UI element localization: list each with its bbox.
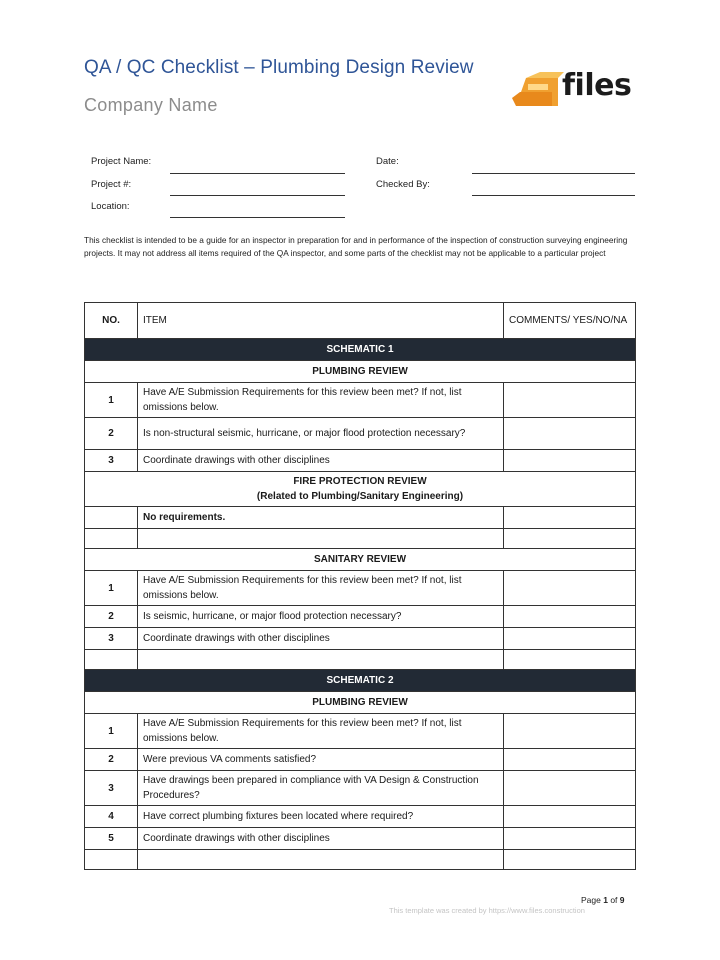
- date-field[interactable]: [472, 173, 635, 174]
- comment-cell[interactable]: [504, 749, 636, 771]
- row-number: 3: [85, 450, 138, 472]
- row-number: 1: [85, 383, 138, 418]
- intro-paragraph: This checklist is intended to be a guide for an inspector in preparation for and in performance of the inspection of construction surveying engineering projects. It may not address all items required of the QA inspector, and some parts of the checklist may not be applicable to a particular project: [84, 235, 628, 258]
- row-item: Coordinate drawings with other disciplines: [138, 450, 504, 472]
- row-number: 3: [85, 771, 138, 806]
- row-number: 2: [85, 749, 138, 771]
- table-row-blank: [85, 529, 636, 549]
- comment-cell[interactable]: [504, 850, 636, 870]
- row-number: 1: [85, 571, 138, 606]
- subsection-title: PLUMBING REVIEW: [85, 361, 636, 383]
- table-row: [85, 806, 636, 828]
- row-number: [85, 507, 138, 529]
- section-band-schematic-2: [85, 670, 636, 692]
- section-title: SCHEMATIC 2: [85, 670, 636, 692]
- subsection-title: FIRE PROTECTION REVIEW: [293, 476, 427, 487]
- row-item: Have drawings been prepared in compliance with VA Design & Construction Procedures?: [138, 771, 504, 806]
- page-prefix: Page: [581, 895, 604, 905]
- header-no: NO.: [85, 303, 138, 339]
- table-row: [85, 571, 636, 606]
- comment-cell[interactable]: [504, 606, 636, 628]
- checklist-table: [84, 302, 636, 870]
- row-number: 1: [85, 714, 138, 749]
- row-item: Have A/E Submission Requirements for this review been met? If not, list omissions below.: [138, 571, 504, 606]
- comment-cell[interactable]: [504, 650, 636, 670]
- subsection-sanitary-review: [85, 549, 636, 571]
- page-of: of: [607, 895, 620, 905]
- checked-by-field[interactable]: [472, 195, 635, 196]
- table-row: [85, 749, 636, 771]
- page-total: 9: [619, 895, 625, 905]
- section-band-schematic-1: [85, 339, 636, 361]
- table-row: [85, 606, 636, 628]
- subsection-plumbing-review: [85, 361, 636, 383]
- subsection-subtitle: (Related to Plumbing/Sanitary Engineering): [256, 491, 464, 502]
- table-row: [85, 714, 636, 749]
- subsection-title: PLUMBING REVIEW: [85, 692, 636, 714]
- table-header-row: [85, 303, 636, 339]
- table-row: [85, 383, 636, 418]
- comment-cell[interactable]: [504, 771, 636, 806]
- comment-cell[interactable]: [504, 383, 636, 418]
- project-name-label: Project Name:: [91, 156, 152, 167]
- logo-wordmark: files: [562, 68, 632, 103]
- table-row: [85, 450, 636, 472]
- page-current: 1: [603, 895, 608, 905]
- row-number: 3: [85, 628, 138, 650]
- header-comments: COMMENTS/ YES/NO/NA: [504, 303, 636, 339]
- row-item: No requirements.: [138, 507, 504, 529]
- row-item: Have A/E Submission Requirements for this review been met? If not, list omissions below.: [138, 714, 504, 749]
- row-item: Is seismic, hurricane, or major flood protection necessary?: [138, 606, 504, 628]
- row-item: Have correct plumbing fixtures been located where required?: [138, 806, 504, 828]
- subsection-title: SANITARY REVIEW: [85, 549, 636, 571]
- row-item: Coordinate drawings with other disciplines: [138, 628, 504, 650]
- table-row-blank: [85, 850, 636, 870]
- page-indicator: [581, 895, 625, 905]
- table-row: [85, 771, 636, 806]
- comment-cell[interactable]: [504, 828, 636, 850]
- comment-cell[interactable]: [504, 571, 636, 606]
- subsection-fire-protection-review: [85, 472, 636, 507]
- subsection-plumbing-review: [85, 692, 636, 714]
- checked-by-label: Checked By:: [376, 179, 430, 190]
- row-item: Coordinate drawings with other disciplines: [138, 828, 504, 850]
- row-item: Is non-structural seismic, hurricane, or major flood protection necessary?: [138, 418, 504, 450]
- row-item: Were previous VA comments satisfied?: [138, 749, 504, 771]
- row-number: 2: [85, 418, 138, 450]
- project-number-label: Project #:: [91, 179, 132, 190]
- row-number: 2: [85, 606, 138, 628]
- comment-cell[interactable]: [504, 806, 636, 828]
- comment-cell[interactable]: [504, 418, 636, 450]
- comment-cell[interactable]: [504, 628, 636, 650]
- comment-cell[interactable]: [504, 714, 636, 749]
- document-title: QA / QC Checklist – Plumbing Design Review: [84, 57, 474, 78]
- location-label: Location:: [91, 201, 130, 212]
- row-item: Have A/E Submission Requirements for this review been met? If not, list omissions below.: [138, 383, 504, 418]
- date-label: Date:: [376, 156, 399, 167]
- table-row: [85, 507, 636, 529]
- project-number-field[interactable]: [170, 195, 345, 196]
- table-row-blank: [85, 650, 636, 670]
- comment-cell[interactable]: [504, 450, 636, 472]
- table-row: [85, 628, 636, 650]
- company-name: Company Name: [84, 95, 218, 115]
- location-field[interactable]: [170, 217, 345, 218]
- row-number: 5: [85, 828, 138, 850]
- row-number: 4: [85, 806, 138, 828]
- header-item: ITEM: [138, 303, 504, 339]
- table-row: [85, 418, 636, 450]
- table-row: [85, 828, 636, 850]
- project-name-field[interactable]: [170, 173, 345, 174]
- comment-cell[interactable]: [504, 529, 636, 549]
- section-title: SCHEMATIC 1: [85, 339, 636, 361]
- template-credit: This template was created by https://www.files.construction: [389, 906, 585, 915]
- comment-cell[interactable]: [504, 507, 636, 529]
